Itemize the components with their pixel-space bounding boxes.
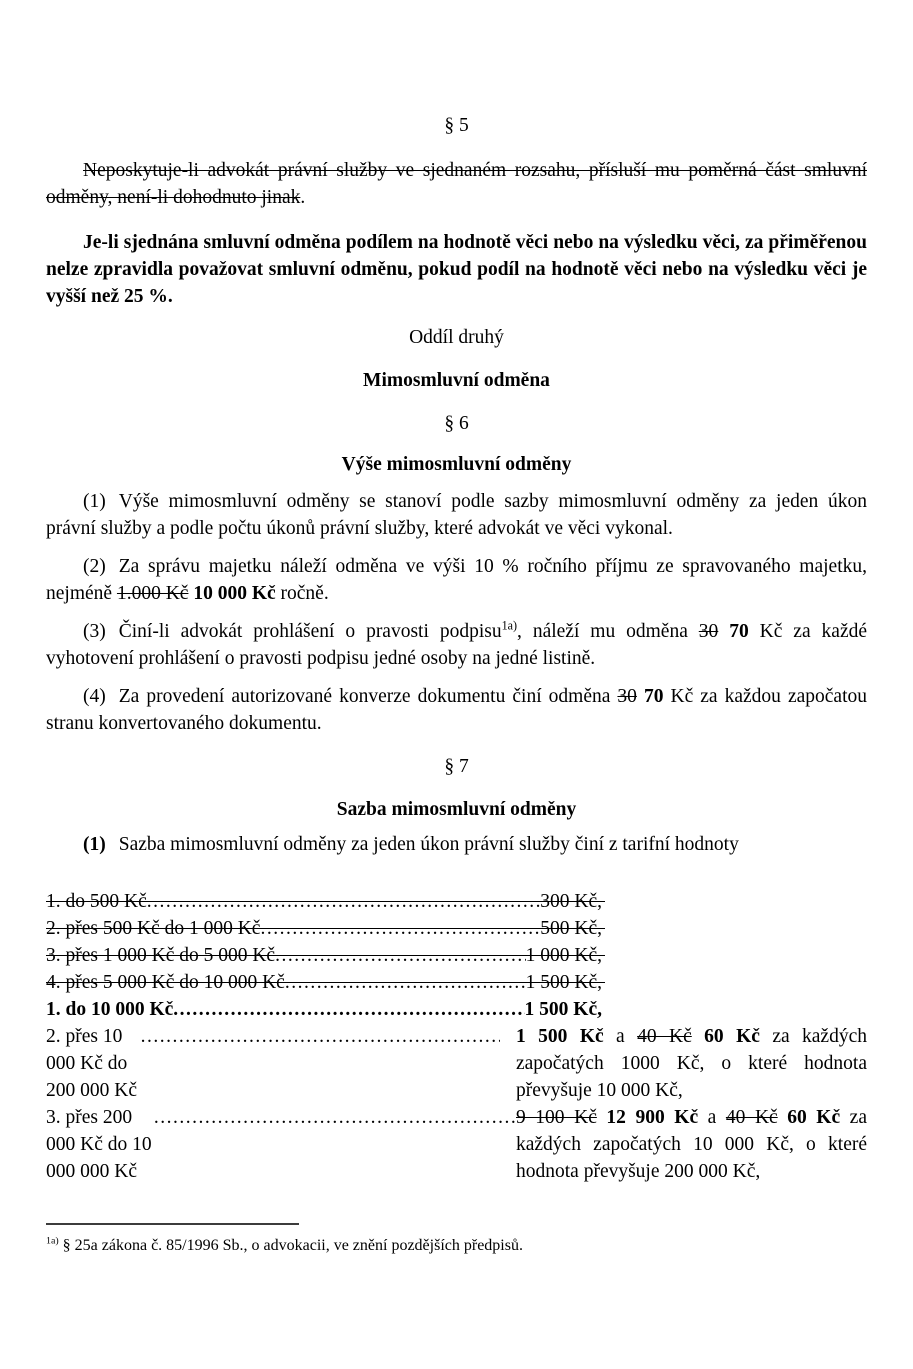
section-6-heading: § 6 <box>444 413 469 434</box>
tariff-row-old-2 <box>46 915 602 942</box>
inserted-text: 70 <box>718 621 749 642</box>
inserted-text: 12 900 Kč <box>596 1107 699 1128</box>
tariff-row-new-3 <box>46 1104 867 1185</box>
section-7-subtitle: Sazba mimosmluvní odměny <box>336 799 577 820</box>
inserted-text: 60 Kč <box>777 1107 841 1128</box>
tariff-label: 1. do 500 Kč <box>46 891 147 912</box>
paragraph-7-1 <box>46 831 867 858</box>
deleted-text: 40 Kč <box>725 1107 778 1128</box>
section-5-amendment-paragraph: Je-li sjednána smluvní odměna podílem na hodnotě věci nebo na výsledku věci, za přiměřenou nelze zpravidla považovat smluvní odměnu, pokud podíl na hodnotě věci nebo na výsledku věci je vyšší než 25 %. <box>46 232 867 307</box>
tariff-label: 1. do 10 000 Kč <box>46 999 174 1020</box>
tariff-row-new-1 <box>46 996 602 1023</box>
tariff-amount-cell <box>516 1023 867 1104</box>
inserted-text: 60 Kč <box>691 1026 760 1047</box>
deleted-text: Neposkytuje-li advokát právní služby ve sjednaném rozsahu, přísluší mu poměrná část smluvní odměny, není-li dohodnuto jinak <box>46 160 867 208</box>
dot-leader <box>275 942 526 969</box>
text-segment: , náleží mu odměna <box>517 621 699 642</box>
dot-leader <box>260 915 540 942</box>
tariff-label: 2. přes 10 000 Kč do 200 000 Kč <box>46 1026 137 1101</box>
tariff-row-old-3 <box>46 942 602 969</box>
text-segment: a <box>603 1026 638 1047</box>
text-segment: Za správu majetku náleží odměna ve výši 10 % ročního příjmu ze spravovaného majetku, nejméně <box>46 556 867 604</box>
dot-leader <box>154 1104 516 1131</box>
text-segment: . <box>300 187 306 208</box>
deleted-text: 9 100 Kč <box>516 1107 597 1128</box>
inserted-text: 1 500 Kč <box>516 1026 604 1047</box>
deleted-text: 40 Kč <box>637 1026 692 1047</box>
text-segment: Sazba mimosmluvní odměny za jeden úkon právní služby činí z tarifní hodnoty <box>118 834 739 855</box>
text-segment: a <box>698 1107 726 1128</box>
tariff-label-cell <box>46 1104 516 1185</box>
text-segment: Kč za každé vyhotovení prohlášení o pravosti podpisu jedné osoby na jedné listině. <box>46 621 868 669</box>
document-page <box>46 112 867 1257</box>
paragraph-number: (4) <box>83 686 106 707</box>
footnote-text: § 25a zákona č. 85/1996 Sb., o advokacii, ve znění pozdějších předpisů. <box>58 1237 523 1254</box>
paragraph-number: (1) <box>83 834 106 855</box>
tariff-row-old-1 <box>46 888 602 915</box>
text-segment: ročně. <box>275 583 329 604</box>
dot-leader <box>141 1023 500 1050</box>
tariff-amount-cell <box>516 1104 867 1185</box>
tariff-label-cell <box>46 1023 516 1104</box>
paragraph-6-2 <box>46 553 867 607</box>
paragraph-6-1 <box>46 488 867 542</box>
division-title: Mimosmluvní odměna <box>363 370 550 391</box>
deleted-text: 30 <box>617 686 637 707</box>
deleted-text: 1.000 Kč <box>116 583 189 604</box>
tariff-amount: 300 Kč, <box>540 891 602 912</box>
footnote <box>46 1235 867 1257</box>
tariff-amount: 500 Kč, <box>540 918 602 939</box>
inserted-text: 70 <box>636 686 664 707</box>
dot-leader <box>173 996 524 1023</box>
text-segment: Činí-li advokát prohlášení o pravosti podpisu <box>118 621 502 642</box>
tariff-amount: 1 500 Kč, <box>524 999 602 1020</box>
tariff-label: 4. přes 5 000 Kč do 10 000 Kč <box>46 972 285 993</box>
footnote-separator <box>46 1223 299 1225</box>
footnote-ref: 1a) <box>501 618 518 633</box>
paragraph-number: (3) <box>83 621 106 642</box>
tariff-label: 3. přes 1 000 Kč do 5 000 Kč <box>46 945 276 966</box>
section-6-subtitle: Výše mimosmluvní odměny <box>341 454 572 475</box>
paragraph-number: (1) <box>83 491 106 512</box>
division-kicker: Oddíl druhý <box>409 327 504 348</box>
paragraph-number: (2) <box>83 556 106 577</box>
dot-leader <box>285 969 526 996</box>
section-7-heading: § 7 <box>444 756 469 777</box>
text-segment: za každých započatých 1000 Kč, o které hodnota převyšuje 10 000 Kč, <box>516 1026 867 1101</box>
tariff-row-new-2 <box>46 1023 867 1104</box>
tariff-amount: 1 500 Kč, <box>525 972 602 993</box>
inserted-text: 10 000 Kč <box>188 583 276 604</box>
tariff-amount: 1 000 Kč, <box>525 945 602 966</box>
text-segment: Výše mimosmluvní odměny se stanoví podle sazby mimosmluvní odměny za jeden úkon právní služby a podle počtu úkonů právní služby, které advokát ve věci vykonal. <box>46 491 867 539</box>
deleted-text: 30 <box>698 621 719 642</box>
paragraph-6-3 <box>46 618 867 672</box>
paragraph-6-4 <box>46 683 867 737</box>
tariff-label: 3. přes 200 000 Kč do 10 000 000 Kč <box>46 1107 152 1182</box>
section-5-heading: § 5 <box>444 115 469 136</box>
text-segment: Kč za každou započatou stranu konvertovaného dokumentu. <box>46 686 868 734</box>
tariff-list <box>46 888 867 1185</box>
tariff-row-old-4 <box>46 969 602 996</box>
section-5-struck-paragraph <box>46 157 867 211</box>
tariff-label: 2. přes 500 Kč do 1 000 Kč <box>46 918 261 939</box>
text-segment: Za provedení autorizované konverze dokumentu činí odměna <box>118 686 618 707</box>
dot-leader <box>147 888 541 915</box>
footnote-ref: 1a) <box>46 1235 59 1247</box>
text-segment: za každých započatých 10 000 Kč, o které hodnota převyšuje 200 000 Kč, <box>516 1107 867 1182</box>
